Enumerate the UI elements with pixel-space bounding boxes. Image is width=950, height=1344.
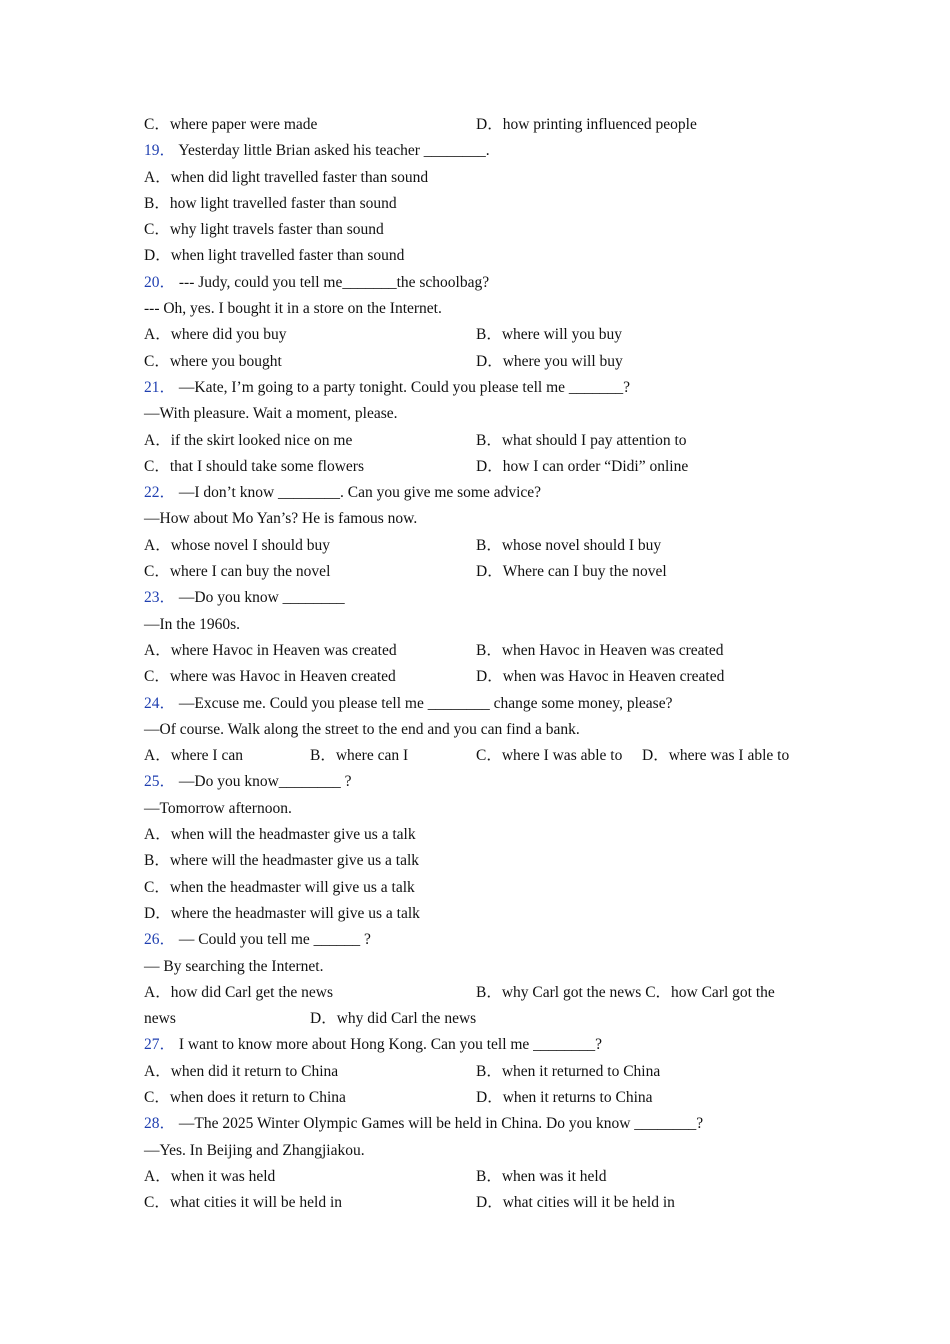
option-item: C．where you bought <box>144 352 282 370</box>
dialogue-line <box>144 614 824 640</box>
dialogue-text: —Yes. In Beijing and Zhangjiakou. <box>144 1141 365 1159</box>
question-text: —Do you know________ ? <box>175 773 352 791</box>
option-item: A．when did it return to China <box>144 1062 339 1080</box>
option-item: D．when was Havoc in Heaven created <box>476 668 725 686</box>
question-text: —Do you know ________ <box>175 589 345 607</box>
option-row <box>144 324 824 350</box>
option-item: A．when did light travelled faster than sound <box>144 168 429 186</box>
option-item: C．where paper were made <box>144 116 318 133</box>
question-text: I want to know more about Hong Kong. Can you tell me ________? <box>175 1036 603 1054</box>
question-line <box>144 140 824 166</box>
option-item: C．what cities it will be held in <box>144 1194 343 1212</box>
option-row <box>144 114 824 140</box>
question-line <box>144 693 824 719</box>
option-item: B．how light travelled faster than sound <box>144 194 397 212</box>
question-text: --- Judy, could you tell me_______the schoolbag? <box>175 273 490 291</box>
option-row <box>144 745 824 771</box>
option-row <box>144 535 824 561</box>
option-row <box>144 824 824 850</box>
dialogue-line <box>144 298 824 324</box>
option-row <box>144 640 824 666</box>
option-item: A．where did you buy <box>144 326 287 344</box>
option-item: C．where I was able to <box>476 747 623 765</box>
option-row <box>144 430 824 456</box>
option-item: C．where was Havoc in Heaven created <box>144 668 396 686</box>
option-row <box>144 850 824 876</box>
option-row <box>144 561 824 587</box>
question-number: 20． <box>144 273 176 291</box>
option-item: A．when it was held <box>144 1167 276 1185</box>
option-item: A．where Havoc in Heaven was created <box>144 641 397 659</box>
option-item: B．why Carl got the news C．how Carl got the <box>476 983 775 1001</box>
question-line <box>144 1113 824 1139</box>
option-row <box>144 982 824 1008</box>
option-row <box>144 193 824 219</box>
option-row <box>144 1087 824 1113</box>
question-line <box>144 482 824 508</box>
option-row <box>144 1008 824 1034</box>
question-line <box>144 272 824 298</box>
option-row <box>144 1061 824 1087</box>
option-row <box>144 1192 824 1218</box>
question-number: 26． <box>144 931 176 949</box>
question-text: Yesterday little Brian asked his teacher ________. <box>175 142 490 160</box>
option-item: D．why did Carl the news <box>310 1010 477 1028</box>
question-text: —I don’t know ________. Can you give me some advice? <box>175 484 542 502</box>
question-number: 22． <box>144 484 176 502</box>
option-item: B．when it returned to China <box>476 1062 661 1080</box>
question-line <box>144 929 824 955</box>
option-item: A．whose novel I should buy <box>144 536 330 554</box>
question-line <box>144 1034 824 1060</box>
dialogue-text: —With pleasure. Wait a moment, please. <box>144 405 398 423</box>
dialogue-line <box>144 508 824 534</box>
option-item: D．where the headmaster will give us a talk <box>144 904 420 922</box>
question-number: 28． <box>144 1115 176 1133</box>
dialogue-line <box>144 403 824 429</box>
option-item: C．when does it return to China <box>144 1088 346 1106</box>
dialogue-text: —How about Mo Yan’s? He is famous now. <box>144 510 418 528</box>
option-item: D．where was I able to <box>642 747 790 765</box>
question-text: — Could you tell me ______ ? <box>175 931 371 949</box>
dialogue-line <box>144 1140 824 1166</box>
question-number: 24． <box>144 694 176 712</box>
option-row <box>144 1166 824 1192</box>
option-item: C．that I should take some flowers <box>144 457 364 475</box>
question-line <box>144 771 824 797</box>
option-row <box>144 456 824 482</box>
option-item: D．where you will buy <box>476 352 623 370</box>
option-item: B．where can I <box>310 747 409 765</box>
question-number: 23． <box>144 589 176 607</box>
option-item: B．where will you buy <box>476 326 622 344</box>
option-row <box>144 219 824 245</box>
option-item: A．where I can <box>144 747 243 765</box>
option-item: C．where I can buy the novel <box>144 563 331 581</box>
question-number: 27． <box>144 1036 176 1054</box>
option-item: D．Where can I buy the novel <box>476 563 667 581</box>
option-item: B．what should I pay attention to <box>476 431 687 449</box>
question-number: 19． <box>144 142 176 160</box>
option-item: A．how did Carl get the news <box>144 983 333 1001</box>
option-item: B．where will the headmaster give us a talk <box>144 852 420 870</box>
option-item: D．what cities will it be held in <box>476 1194 675 1212</box>
option-item: B．when Havoc in Heaven was created <box>476 641 724 659</box>
question-number: 21． <box>144 378 176 396</box>
option-item: A．when will the headmaster give us a talk <box>144 826 416 844</box>
question-text: —The 2025 Winter Olympic Games will be held in China. Do you know ________? <box>175 1115 704 1133</box>
option-row <box>144 903 824 929</box>
question-text: —Excuse me. Could you please tell me ________ change some money, please? <box>175 694 673 712</box>
option-continuation: news <box>144 1010 176 1028</box>
option-item: D．when it returns to China <box>476 1088 653 1106</box>
dialogue-line <box>144 719 824 745</box>
option-item: C．why light travels faster than sound <box>144 221 384 239</box>
question-line <box>144 587 824 613</box>
option-item: D．when light travelled faster than sound <box>144 247 405 265</box>
dialogue-text: --- Oh, yes. I bought it in a store on the Internet. <box>144 300 442 318</box>
option-item: A．if the skirt looked nice on me <box>144 431 353 449</box>
option-row <box>144 877 824 903</box>
option-item: B．when was it held <box>476 1167 607 1185</box>
option-row <box>144 167 824 193</box>
question-text: —Kate, I’m going to a party tonight. Could you please tell me _______? <box>175 378 631 396</box>
question-number: 25． <box>144 773 176 791</box>
option-item: D．how I can order “Didi” online <box>476 457 689 475</box>
option-row <box>144 666 824 692</box>
option-item: C．when the headmaster will give us a talk <box>144 878 415 896</box>
dialogue-text: —In the 1960s. <box>144 615 241 633</box>
dialogue-text: —Of course. Walk along the street to the end and you can find a bank. <box>144 720 580 738</box>
option-item: D．how printing influenced people <box>476 116 697 133</box>
question-line <box>144 377 824 403</box>
document-page <box>144 114 824 1218</box>
option-row <box>144 351 824 377</box>
dialogue-line <box>144 798 824 824</box>
dialogue-text: — By searching the Internet. <box>144 957 324 975</box>
dialogue-line <box>144 956 824 982</box>
dialogue-text: —Tomorrow afternoon. <box>144 799 292 817</box>
option-item: B．whose novel should I buy <box>476 536 662 554</box>
option-row <box>144 245 824 271</box>
